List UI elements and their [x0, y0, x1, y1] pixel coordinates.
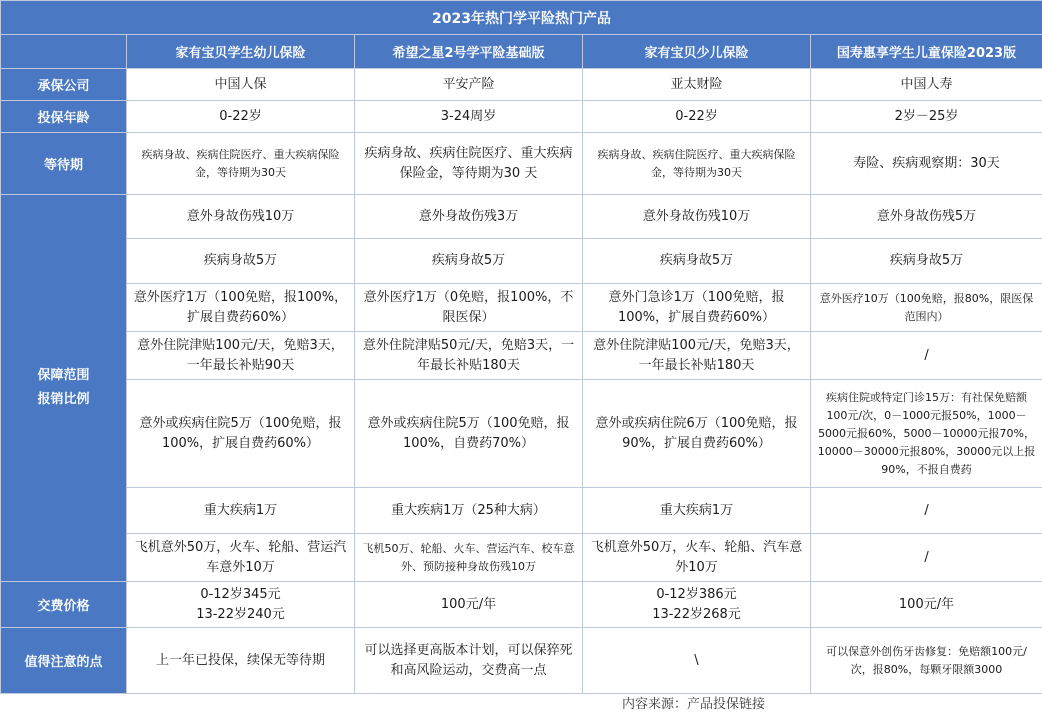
coverage-cell: 疾病身故5万 — [127, 239, 355, 284]
row-label-age: 投保年龄 — [1, 101, 127, 133]
coverage-cell: / — [811, 488, 1042, 534]
product-header-row — [1, 35, 1042, 69]
row-label-price: 交费价格 — [1, 582, 127, 628]
coverage-cell: 意外或疾病住院6万（100免赔，报90%，扩展自费药60%） — [583, 380, 811, 488]
coverage-cell: 意外身故伤残10万 — [127, 195, 355, 239]
coverage-cell: 意外身故伤残10万 — [583, 195, 811, 239]
source-note: 内容来源：产品投保链接 — [622, 697, 766, 712]
wait-cell: 疾病身故、疾病住院医疗、重大疾病保险金，等待期为30天 — [583, 133, 811, 195]
coverage-cell: 意外住院津贴100元/天，免赔3天，一年最长补贴90天 — [127, 332, 355, 380]
price-row — [1, 582, 1042, 628]
coverage-cell: 重大疾病1万（25种大病） — [355, 488, 583, 534]
coverage-cell: 意外医疗10万（100免赔，报80%，限医保范围内） — [811, 284, 1042, 332]
price-cell: 0-12岁345元 13-22岁240元 — [127, 582, 355, 628]
company-cell: 中国人保 — [127, 69, 355, 101]
wait-cell: 疾病身故、疾病住院医疗、重大疾病保险金，等待期为30天 — [127, 133, 355, 195]
row-label-company: 承保公司 — [1, 69, 127, 101]
coverage-cell: 飞机意外50万，火车、轮船、汽车意外10万 — [583, 534, 811, 582]
coverage-row — [1, 239, 1042, 284]
coverage-row — [1, 380, 1042, 488]
age-cell: 3-24周岁 — [355, 101, 583, 133]
product-name: 家有宝贝学生幼儿保险 — [127, 35, 355, 69]
coverage-cell: 疾病身故5万 — [811, 239, 1042, 284]
product-name: 希望之星2号学平险基础版 — [355, 35, 583, 69]
coverage-row — [1, 284, 1042, 332]
notes-cell: 可以保意外创伤牙齿修复：免赔额100元/次，报80%，每颗牙限额3000 — [811, 628, 1042, 694]
coverage-cell: / — [811, 332, 1042, 380]
coverage-cell: / — [811, 534, 1042, 582]
notes-cell: 上一年已投保，续保无等待期 — [127, 628, 355, 694]
price-cell: 100元/年 — [355, 582, 583, 628]
price-cell: 0-12岁386元 13-22岁268元 — [583, 582, 811, 628]
coverage-cell: 意外身故伤残3万 — [355, 195, 583, 239]
company-cell: 平安产险 — [355, 69, 583, 101]
coverage-cell: 疾病住院或特定门诊15万：有社保免赔额100元/次，0－1000元报50%，1000－5000元报60%，5000－10000元报70%，10000－30000元报80%，30000元以上报90%，不报自费药 — [811, 380, 1042, 488]
company-cell: 亚太财险 — [583, 69, 811, 101]
age-cell: 0-22岁 — [127, 101, 355, 133]
product-name: 国寿惠享学生儿童保险2023版 — [811, 35, 1042, 69]
coverage-cell: 疾病身故5万 — [583, 239, 811, 284]
product-name: 家有宝贝少儿保险 — [583, 35, 811, 69]
coverage-cell: 飞机意外50万，火车、轮船、营运汽车意外10万 — [127, 534, 355, 582]
coverage-row — [1, 534, 1042, 582]
age-cell: 0-22岁 — [583, 101, 811, 133]
coverage-cell: 意外或疾病住院5万（100免赔，报100%，自费药70%） — [355, 380, 583, 488]
coverage-cell: 意外医疗1万（100免赔，报100%，扩展自费药60%） — [127, 284, 355, 332]
coverage-cell: 重大疾病1万 — [583, 488, 811, 534]
wait-row — [1, 133, 1042, 195]
age-row — [1, 101, 1042, 133]
coverage-cell: 意外住院津贴50元/天，免赔3天，一年最长补贴180天 — [355, 332, 583, 380]
header-corner — [1, 35, 127, 69]
title-row — [1, 1, 1042, 35]
coverage-cell: 意外门急诊1万（100免赔，报100%，扩展自费药60%） — [583, 284, 811, 332]
row-label-coverage: 保障范围 报销比例 — [1, 195, 127, 582]
table-title: 2023年热门学平险热门产品 — [1, 1, 1042, 35]
coverage-cell: 意外医疗1万（0免赔，报100%，不限医保） — [355, 284, 583, 332]
coverage-cell: 重大疾病1万 — [127, 488, 355, 534]
wait-cell: 疾病身故、疾病住院医疗、重大疾病保险金，等待期为30 天 — [355, 133, 583, 195]
coverage-cell: 意外身故伤残5万 — [811, 195, 1042, 239]
coverage-row — [1, 332, 1042, 380]
coverage-cell: 意外或疾病住院5万（100免赔，报100%，扩展自费药60%） — [127, 380, 355, 488]
price-cell: 100元/年 — [811, 582, 1042, 628]
coverage-row — [1, 488, 1042, 534]
wait-cell: 寿险、疾病观察期：30天 — [811, 133, 1042, 195]
row-label-notes: 值得注意的点 — [1, 628, 127, 694]
notes-cell: 可以选择更高版本计划，可以保猝死和高风险运动，交费高一点 — [355, 628, 583, 694]
notes-cell: \ — [583, 628, 811, 694]
notes-row — [1, 628, 1042, 694]
age-cell: 2岁－25岁 — [811, 101, 1042, 133]
company-cell: 中国人寿 — [811, 69, 1042, 101]
company-row — [1, 69, 1042, 101]
coverage-row — [1, 195, 1042, 239]
row-label-wait: 等待期 — [1, 133, 127, 195]
coverage-cell: 飞机50万、轮船、火车、营运汽车、校车意外、预防接种身故伤残10万 — [355, 534, 583, 582]
coverage-cell: 疾病身故5万 — [355, 239, 583, 284]
coverage-cell: 意外住院津贴100元/天，免赔3天，一年最长补贴180天 — [583, 332, 811, 380]
